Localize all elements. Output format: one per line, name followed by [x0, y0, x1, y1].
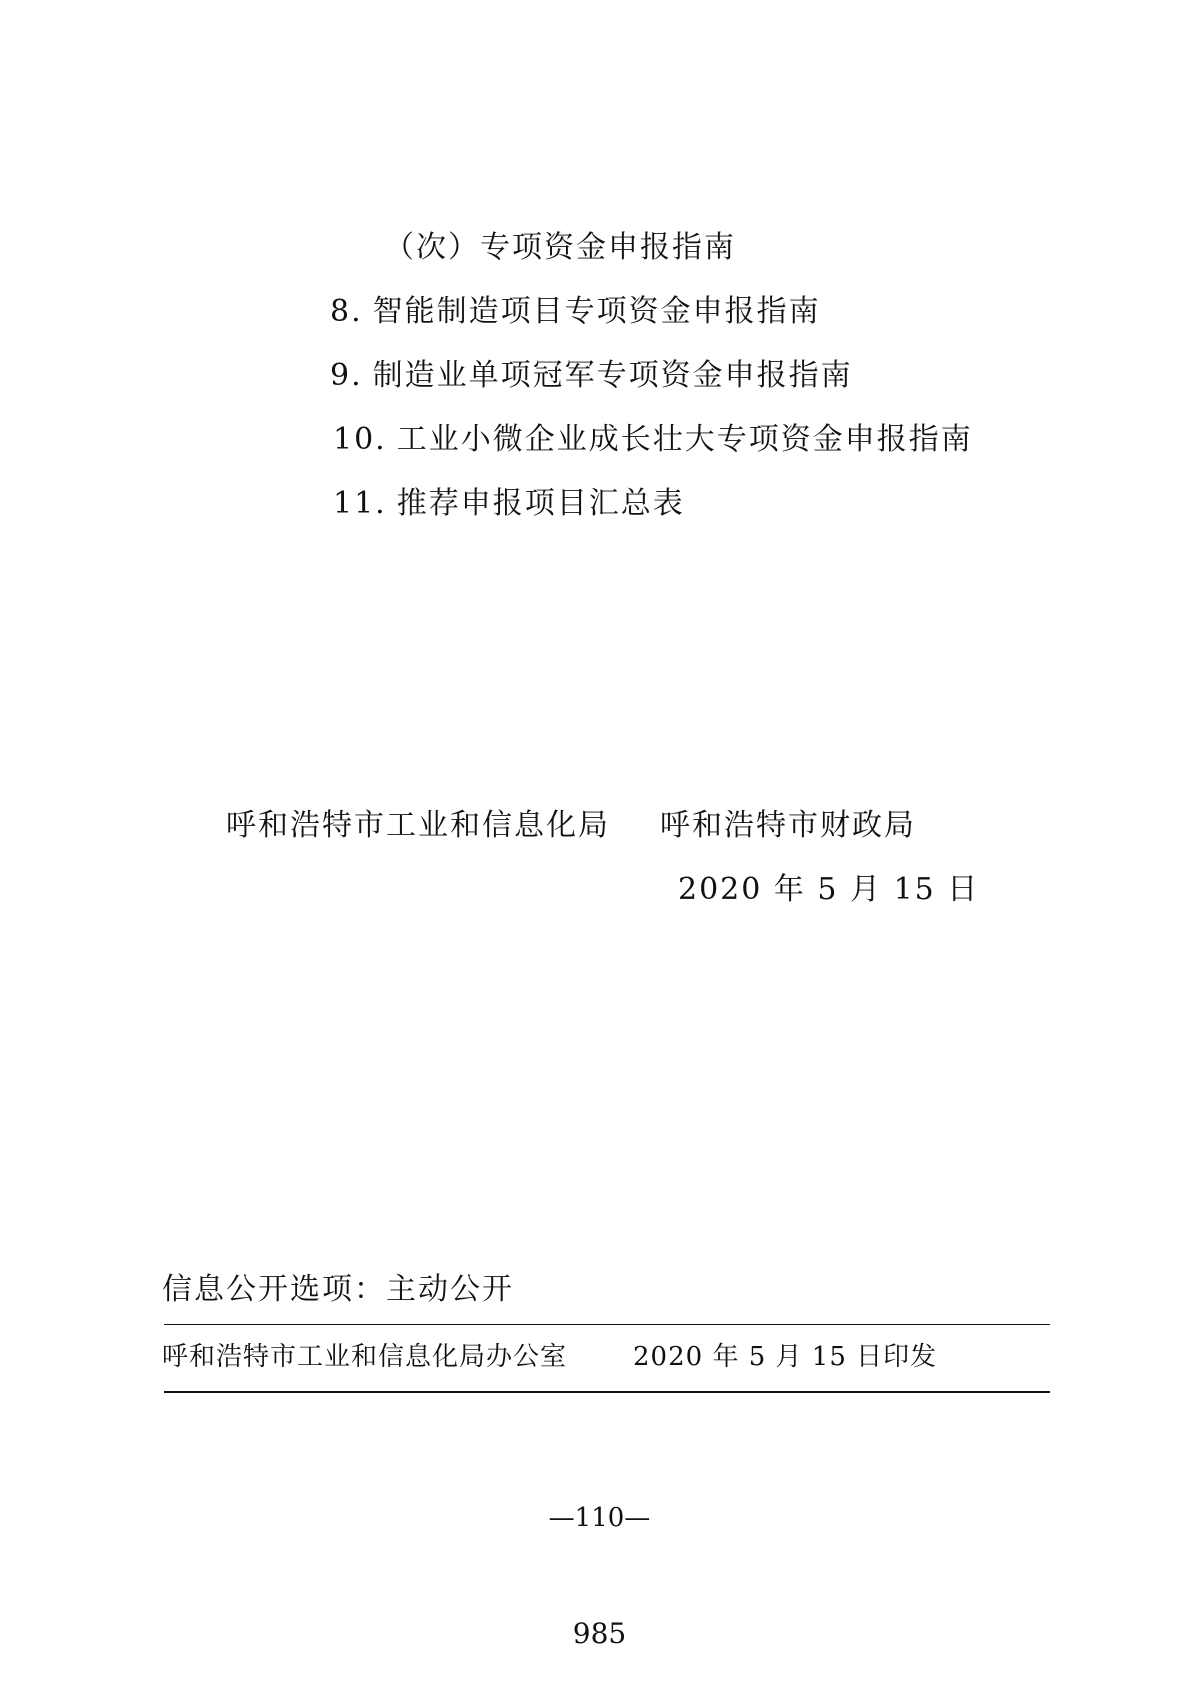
signature-date: 2020 年 5 月 15 日: [678, 872, 980, 907]
attachment-item: [333, 422, 973, 458]
attachment-item: [333, 486, 685, 522]
attachment-item-text: 智能制造项目专项资金申报指南: [372, 294, 821, 329]
footer-divider-bottom: [164, 1391, 1050, 1393]
attachment-item-number: 11.: [333, 486, 387, 521]
issuer-line: [162, 1340, 937, 1374]
issuer-office: 呼和浩特市工业和信息化局办公室: [162, 1342, 568, 1372]
issue-date: 2020 年 5 月 15 日印发: [633, 1342, 938, 1372]
signature-org-industry: 呼和浩特市工业和信息化局: [226, 808, 610, 843]
attachment-item: [330, 358, 853, 394]
attachment-continuation-text: （次）专项资金申报指南: [384, 230, 736, 265]
attachment-item-number: 9.: [330, 358, 363, 393]
attachment-item-text: 工业小微企业成长壮大专项资金申报指南: [396, 422, 973, 457]
attachment-continuation: [384, 230, 736, 266]
attachment-item-text: 推荐申报项目汇总表: [396, 486, 685, 521]
disclosure-option: 信息公开选项：主动公开: [162, 1272, 514, 1307]
signature-organizations: [226, 808, 916, 844]
sheet-number: 985: [572, 1617, 627, 1650]
signature-org-finance: 呼和浩特市财政局: [660, 808, 916, 843]
page-number: —110—: [548, 1503, 651, 1533]
attachment-item-text: 制造业单项冠军专项资金申报指南: [372, 358, 853, 393]
attachment-item-number: 8.: [330, 294, 363, 329]
attachment-item: [330, 294, 821, 330]
footer-divider-top: [164, 1324, 1050, 1325]
attachment-item-number: 10.: [333, 422, 387, 457]
